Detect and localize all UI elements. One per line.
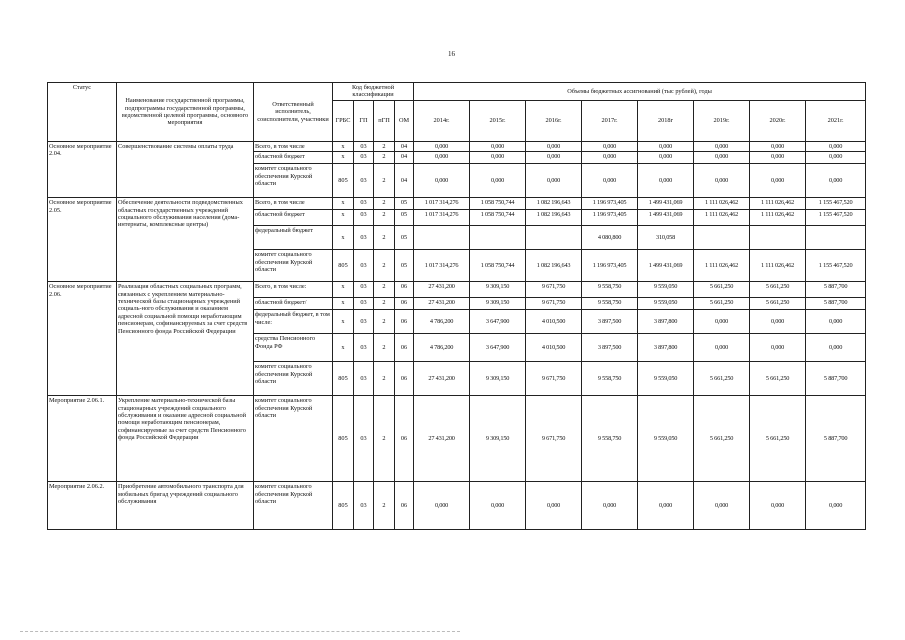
value-cell: 3 647,900 — [470, 310, 526, 334]
value-cell: 1 499 431,069 — [638, 198, 694, 210]
table-body — [48, 141, 866, 529]
value-cell: 0,000 — [582, 164, 638, 198]
value-cell: 1 058 750,744 — [470, 210, 526, 226]
code-cell: 05 — [395, 250, 414, 282]
header-code-gp: ГП — [354, 100, 374, 141]
value-cell: 4 080,800 — [582, 226, 638, 250]
executor-cell: областной бюджет — [254, 210, 333, 226]
value-cell: 9 309,150 — [470, 282, 526, 298]
code-cell: 805 — [333, 396, 354, 482]
table-row — [48, 396, 866, 482]
status-cell: Основное мероприятие 2.06. — [48, 282, 117, 396]
code-cell: x — [333, 198, 354, 210]
value-cell: 0,000 — [750, 141, 806, 151]
code-cell: 805 — [333, 482, 354, 530]
header-year-2018: 2018г — [638, 100, 694, 141]
name-cell: Обеспечение деятельности подведомственных областных государственных учреждений социального обслуживания населения (дома-интернаты, комплексные центры) — [117, 198, 254, 282]
value-cell: 0,000 — [526, 482, 582, 530]
value-cell: 0,000 — [582, 141, 638, 151]
header-year-2014: 2014г. — [414, 100, 470, 141]
value-cell: 0,000 — [638, 152, 694, 164]
code-cell: 2 — [374, 298, 395, 310]
code-cell: 03 — [354, 396, 374, 482]
code-cell: 805 — [333, 164, 354, 198]
value-cell: 1 111 026,462 — [750, 210, 806, 226]
executor-cell: областной бюджет/ — [254, 298, 333, 310]
executor-cell: комитет социального обеспечения Курской области — [254, 250, 333, 282]
status-cell: Мероприятие 2.06.1. — [48, 396, 117, 482]
value-cell: 1 082 196,643 — [526, 210, 582, 226]
value-cell: 5 661,250 — [750, 282, 806, 298]
value-cell: 3 897,500 — [582, 310, 638, 334]
value-cell: 0,000 — [806, 334, 866, 362]
name-cell: Реализация областных социальных программ, связанных с укреплением материально-технической базы стационарных учреждений социаль-ного обслуживания и оказанием адресной социальной помощи неработающим пенсионерам, софинансируемых за счет средств Пенсионного фонда Российской Федерации — [117, 282, 254, 396]
value-cell: 9 671,750 — [526, 298, 582, 310]
executor-cell: комитет социального обеспечения Курской области — [254, 362, 333, 396]
table-row — [48, 198, 866, 210]
code-cell: 2 — [374, 396, 395, 482]
code-cell: 04 — [395, 141, 414, 151]
value-cell: 5 661,250 — [694, 282, 750, 298]
value-cell: 310,058 — [638, 226, 694, 250]
value-cell — [470, 226, 526, 250]
budget-table — [47, 82, 866, 530]
value-cell: 9 671,750 — [526, 282, 582, 298]
code-cell: 05 — [395, 198, 414, 210]
code-cell: 2 — [374, 334, 395, 362]
value-cell: 0,000 — [694, 334, 750, 362]
code-cell: 03 — [354, 210, 374, 226]
value-cell: 5 661,250 — [694, 298, 750, 310]
value-cell: 1 155 467,520 — [806, 198, 866, 210]
code-cell: 06 — [395, 482, 414, 530]
value-cell: 1 111 026,462 — [694, 250, 750, 282]
page-number: 16 — [448, 50, 455, 58]
header-code-pgp: пГП — [374, 100, 395, 141]
value-cell: 9 309,150 — [470, 362, 526, 396]
code-cell: 03 — [354, 226, 374, 250]
value-cell: 0,000 — [414, 164, 470, 198]
value-cell: 0,000 — [750, 164, 806, 198]
value-cell: 0,000 — [526, 152, 582, 164]
code-cell: 03 — [354, 141, 374, 151]
value-cell: 0,000 — [470, 152, 526, 164]
value-cell: 1 017 314,276 — [414, 198, 470, 210]
code-cell: 2 — [374, 226, 395, 250]
header-year-2017: 2017г. — [582, 100, 638, 141]
header-executor: Ответственный исполнитель, соисполнители, участники — [254, 83, 333, 142]
header-code-om: ОМ — [395, 100, 414, 141]
value-cell: 0,000 — [806, 310, 866, 334]
code-cell: 04 — [395, 152, 414, 164]
value-cell: 4 786,200 — [414, 310, 470, 334]
code-cell: 2 — [374, 198, 395, 210]
value-cell: 5 887,700 — [806, 298, 866, 310]
value-cell — [694, 226, 750, 250]
value-cell: 0,000 — [582, 482, 638, 530]
value-cell — [750, 226, 806, 250]
code-cell: 2 — [374, 482, 395, 530]
value-cell: 9 559,050 — [638, 396, 694, 482]
value-cell: 1 499 431,069 — [638, 210, 694, 226]
executor-cell: Всего, в том числе: — [254, 282, 333, 298]
value-cell: 1 111 026,462 — [750, 250, 806, 282]
code-cell: x — [333, 226, 354, 250]
value-cell: 1 058 750,744 — [470, 250, 526, 282]
header-status: Статус — [48, 83, 117, 142]
value-cell: 1 017 314,276 — [414, 250, 470, 282]
header-year-2015: 2015г. — [470, 100, 526, 141]
value-cell: 0,000 — [414, 141, 470, 151]
value-cell: 3 897,500 — [582, 334, 638, 362]
value-cell: 0,000 — [694, 164, 750, 198]
value-cell — [806, 226, 866, 250]
scan-artifact-line — [20, 631, 460, 633]
code-cell: 03 — [354, 298, 374, 310]
value-cell: 1 111 026,462 — [694, 210, 750, 226]
code-cell: 06 — [395, 396, 414, 482]
value-cell: 9 558,750 — [582, 396, 638, 482]
value-cell: 0,000 — [470, 482, 526, 530]
table-row — [48, 482, 866, 530]
value-cell: 0,000 — [414, 482, 470, 530]
value-cell: 0,000 — [750, 310, 806, 334]
value-cell: 0,000 — [806, 482, 866, 530]
value-cell: 3 647,900 — [470, 334, 526, 362]
code-cell: 2 — [374, 310, 395, 334]
status-cell: Основное мероприятие 2.04. — [48, 141, 117, 197]
value-cell: 0,000 — [638, 482, 694, 530]
code-cell: x — [333, 141, 354, 151]
value-cell: 9 559,050 — [638, 282, 694, 298]
value-cell — [526, 226, 582, 250]
code-cell: 06 — [395, 282, 414, 298]
value-cell: 1 082 196,643 — [526, 250, 582, 282]
header-year-2020: 2020г. — [750, 100, 806, 141]
header-code-grbs: ГРБС — [333, 100, 354, 141]
executor-cell: комитет социального обеспечения Курской области — [254, 482, 333, 530]
value-cell: 1 499 431,069 — [638, 250, 694, 282]
code-cell: 03 — [354, 282, 374, 298]
value-cell: 9 559,050 — [638, 298, 694, 310]
value-cell: 1 017 314,276 — [414, 210, 470, 226]
value-cell: 9 309,150 — [470, 396, 526, 482]
code-cell: x — [333, 282, 354, 298]
code-cell: 2 — [374, 362, 395, 396]
value-cell: 0,000 — [806, 152, 866, 164]
executor-cell: Всего, в том числе — [254, 198, 333, 210]
value-cell: 5 661,250 — [694, 362, 750, 396]
code-cell: 03 — [354, 152, 374, 164]
code-cell: 03 — [354, 198, 374, 210]
header-year-2021: 2021г. — [806, 100, 866, 141]
table-row — [48, 282, 866, 298]
value-cell: 0,000 — [750, 482, 806, 530]
code-cell: x — [333, 334, 354, 362]
value-cell: 27 431,200 — [414, 282, 470, 298]
value-cell: 5 661,250 — [750, 298, 806, 310]
value-cell: 0,000 — [526, 141, 582, 151]
code-cell: 805 — [333, 250, 354, 282]
value-cell: 1 111 026,462 — [694, 198, 750, 210]
code-cell: 2 — [374, 282, 395, 298]
executor-cell: федеральный бюджет — [254, 226, 333, 250]
value-cell: 1 111 026,462 — [750, 198, 806, 210]
value-cell: 0,000 — [806, 164, 866, 198]
status-cell: Основное мероприятие 2.05. — [48, 198, 117, 282]
value-cell: 0,000 — [806, 141, 866, 151]
name-cell: Совершенствование системы оплаты труда — [117, 141, 254, 197]
value-cell: 1 082 196,643 — [526, 198, 582, 210]
value-cell: 9 559,050 — [638, 362, 694, 396]
code-cell: 2 — [374, 141, 395, 151]
executor-cell: комитет социального обеспечения Курской области — [254, 396, 333, 482]
value-cell: 1 058 750,744 — [470, 198, 526, 210]
value-cell: 5 887,700 — [806, 362, 866, 396]
code-cell: 03 — [354, 310, 374, 334]
code-cell: 04 — [395, 164, 414, 198]
value-cell: 9 671,750 — [526, 396, 582, 482]
code-cell: 06 — [395, 334, 414, 362]
code-cell: 2 — [374, 164, 395, 198]
code-cell: 06 — [395, 298, 414, 310]
value-cell: 0,000 — [414, 152, 470, 164]
value-cell: 4 010,500 — [526, 310, 582, 334]
executor-cell: Всего, в том числе — [254, 141, 333, 151]
value-cell: 27 431,200 — [414, 298, 470, 310]
code-cell: 05 — [395, 210, 414, 226]
value-cell: 0,000 — [750, 334, 806, 362]
value-cell: 3 897,800 — [638, 310, 694, 334]
value-cell: 5 661,250 — [694, 396, 750, 482]
header-year-2016: 2016г. — [526, 100, 582, 141]
code-cell: 2 — [374, 250, 395, 282]
code-cell: 03 — [354, 362, 374, 396]
header-volumes-group: Объемы бюджетных ассигнований (тыс рублей), годы — [414, 83, 866, 101]
code-cell: 03 — [354, 250, 374, 282]
code-cell: x — [333, 210, 354, 226]
value-cell: 5 661,250 — [750, 396, 806, 482]
value-cell: 27 431,200 — [414, 362, 470, 396]
value-cell: 0,000 — [694, 152, 750, 164]
code-cell: x — [333, 152, 354, 164]
code-cell: 03 — [354, 164, 374, 198]
code-cell: 05 — [395, 226, 414, 250]
value-cell: 0,000 — [750, 152, 806, 164]
value-cell: 5 887,700 — [806, 396, 866, 482]
value-cell: 3 897,800 — [638, 334, 694, 362]
code-cell: 03 — [354, 334, 374, 362]
table-row — [48, 141, 866, 151]
value-cell: 0,000 — [638, 141, 694, 151]
code-cell: 06 — [395, 310, 414, 334]
executor-cell: областной бюджет — [254, 152, 333, 164]
value-cell: 1 155 467,520 — [806, 210, 866, 226]
header-code-group: Код бюджетной классификации — [333, 83, 414, 101]
value-cell: 1 196 973,405 — [582, 250, 638, 282]
value-cell: 1 155 467,520 — [806, 250, 866, 282]
value-cell: 9 671,750 — [526, 362, 582, 396]
code-cell: 2 — [374, 152, 395, 164]
code-cell: 03 — [354, 482, 374, 530]
code-cell: 805 — [333, 362, 354, 396]
value-cell — [414, 226, 470, 250]
value-cell: 5 887,700 — [806, 282, 866, 298]
value-cell: 0,000 — [694, 141, 750, 151]
status-cell: Мероприятие 2.06.2. — [48, 482, 117, 530]
code-cell: 06 — [395, 362, 414, 396]
value-cell: 9 558,750 — [582, 362, 638, 396]
executor-cell: средства Пенсионного Фонда РФ — [254, 334, 333, 362]
value-cell: 0,000 — [582, 152, 638, 164]
name-cell: Приобретение автомобильного транспорта для мобильных бригад учреждений социального обслуживания — [117, 482, 254, 530]
value-cell: 4 010,500 — [526, 334, 582, 362]
executor-cell: федеральный бюджет, в том числе: — [254, 310, 333, 334]
value-cell: 0,000 — [526, 164, 582, 198]
value-cell: 0,000 — [694, 310, 750, 334]
value-cell: 1 196 973,405 — [582, 198, 638, 210]
value-cell: 1 196 973,405 — [582, 210, 638, 226]
value-cell: 0,000 — [470, 164, 526, 198]
code-cell: 2 — [374, 210, 395, 226]
executor-cell: комитет социального обеспечения Курской области — [254, 164, 333, 198]
value-cell: 9 309,150 — [470, 298, 526, 310]
header-year-2019: 2019г. — [694, 100, 750, 141]
value-cell: 5 661,250 — [750, 362, 806, 396]
value-cell: 4 786,200 — [414, 334, 470, 362]
name-cell: Укрепление материально-технической базы стационарных учреждений социального обслуживания и оказание адресной социальной помощи неработающим пенсионерам, софинансируемые за счет средств Пенсионного фонда Российской Федерации — [117, 396, 254, 482]
value-cell: 27 431,200 — [414, 396, 470, 482]
code-cell: x — [333, 298, 354, 310]
code-cell: x — [333, 310, 354, 334]
value-cell: 0,000 — [638, 164, 694, 198]
value-cell: 9 558,750 — [582, 282, 638, 298]
value-cell: 9 558,750 — [582, 298, 638, 310]
header-name: Наименование государственной программы, подпрограммы государственной программы, ведомственной целевой программы, основного мероприятия — [117, 83, 254, 142]
value-cell: 0,000 — [694, 482, 750, 530]
value-cell: 0,000 — [470, 141, 526, 151]
